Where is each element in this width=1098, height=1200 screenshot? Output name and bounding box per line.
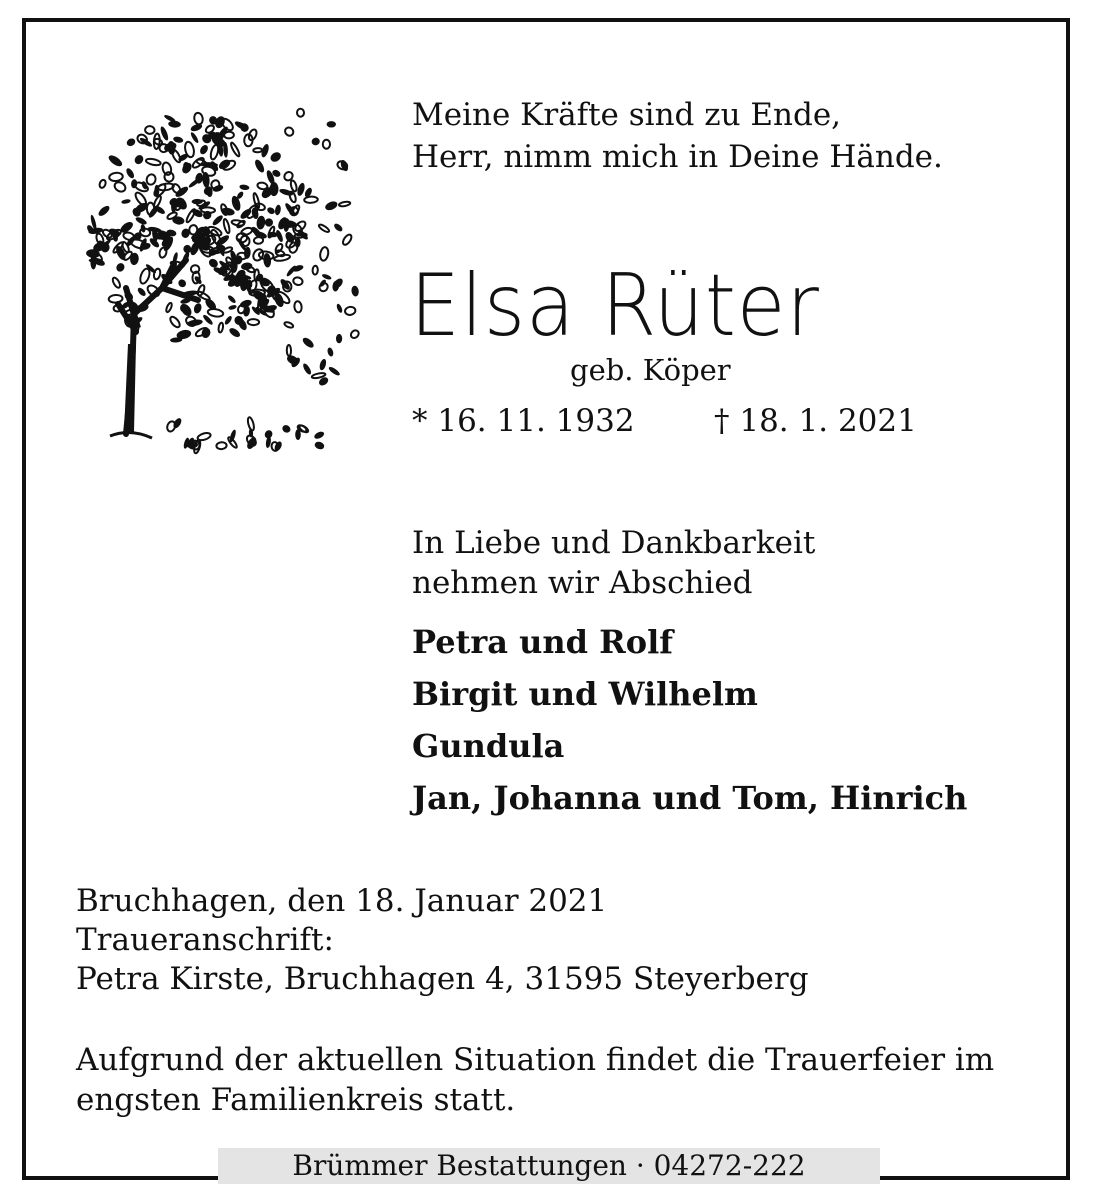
- funeral-home-footer: Brümmer Bestattungen · 04272-222: [218, 1148, 880, 1184]
- dateline: Bruchhagen, den 18. Januar 2021: [76, 883, 608, 919]
- maiden-name: geb. Köper: [570, 353, 731, 387]
- verse-line: Meine Kräfte sind zu Ende,: [412, 97, 842, 133]
- tree-with-falling-leaves-icon: [78, 92, 368, 456]
- deceased-name: Elsa Rüter: [410, 256, 820, 356]
- death-date: † 18. 1. 2021: [714, 403, 917, 439]
- birth-date: * 16. 11. 1932: [412, 403, 635, 439]
- mourning-address: Petra Kirste, Bruchhagen 4, 31595 Steyerberg: [76, 961, 809, 997]
- intro-line: In Liebe und Dankbarkeit: [412, 525, 816, 561]
- ceremony-note: [76, 1040, 994, 1120]
- intro-line: nehmen wir Abschied: [412, 565, 753, 601]
- verse: [412, 94, 943, 178]
- place-and-address: [76, 882, 809, 999]
- mourner-entry: Jan, Johanna und Tom, Hinrich: [412, 779, 968, 817]
- farewell-intro: [412, 523, 815, 603]
- mourner-entry: Petra und Rolf: [412, 623, 673, 661]
- note-line: Aufgrund der aktuellen Situation findet die Trauerfeier im: [76, 1042, 995, 1078]
- mourners-list: [412, 616, 967, 824]
- address-label: Traueranschrift:: [76, 922, 334, 958]
- mourner-entry: Birgit und Wilhelm: [412, 675, 758, 713]
- verse-line: Herr, nimm mich in Deine Hände.: [412, 139, 943, 175]
- note-line: engsten Familienkreis statt.: [76, 1082, 516, 1118]
- mourner-entry: Gundula: [412, 727, 565, 765]
